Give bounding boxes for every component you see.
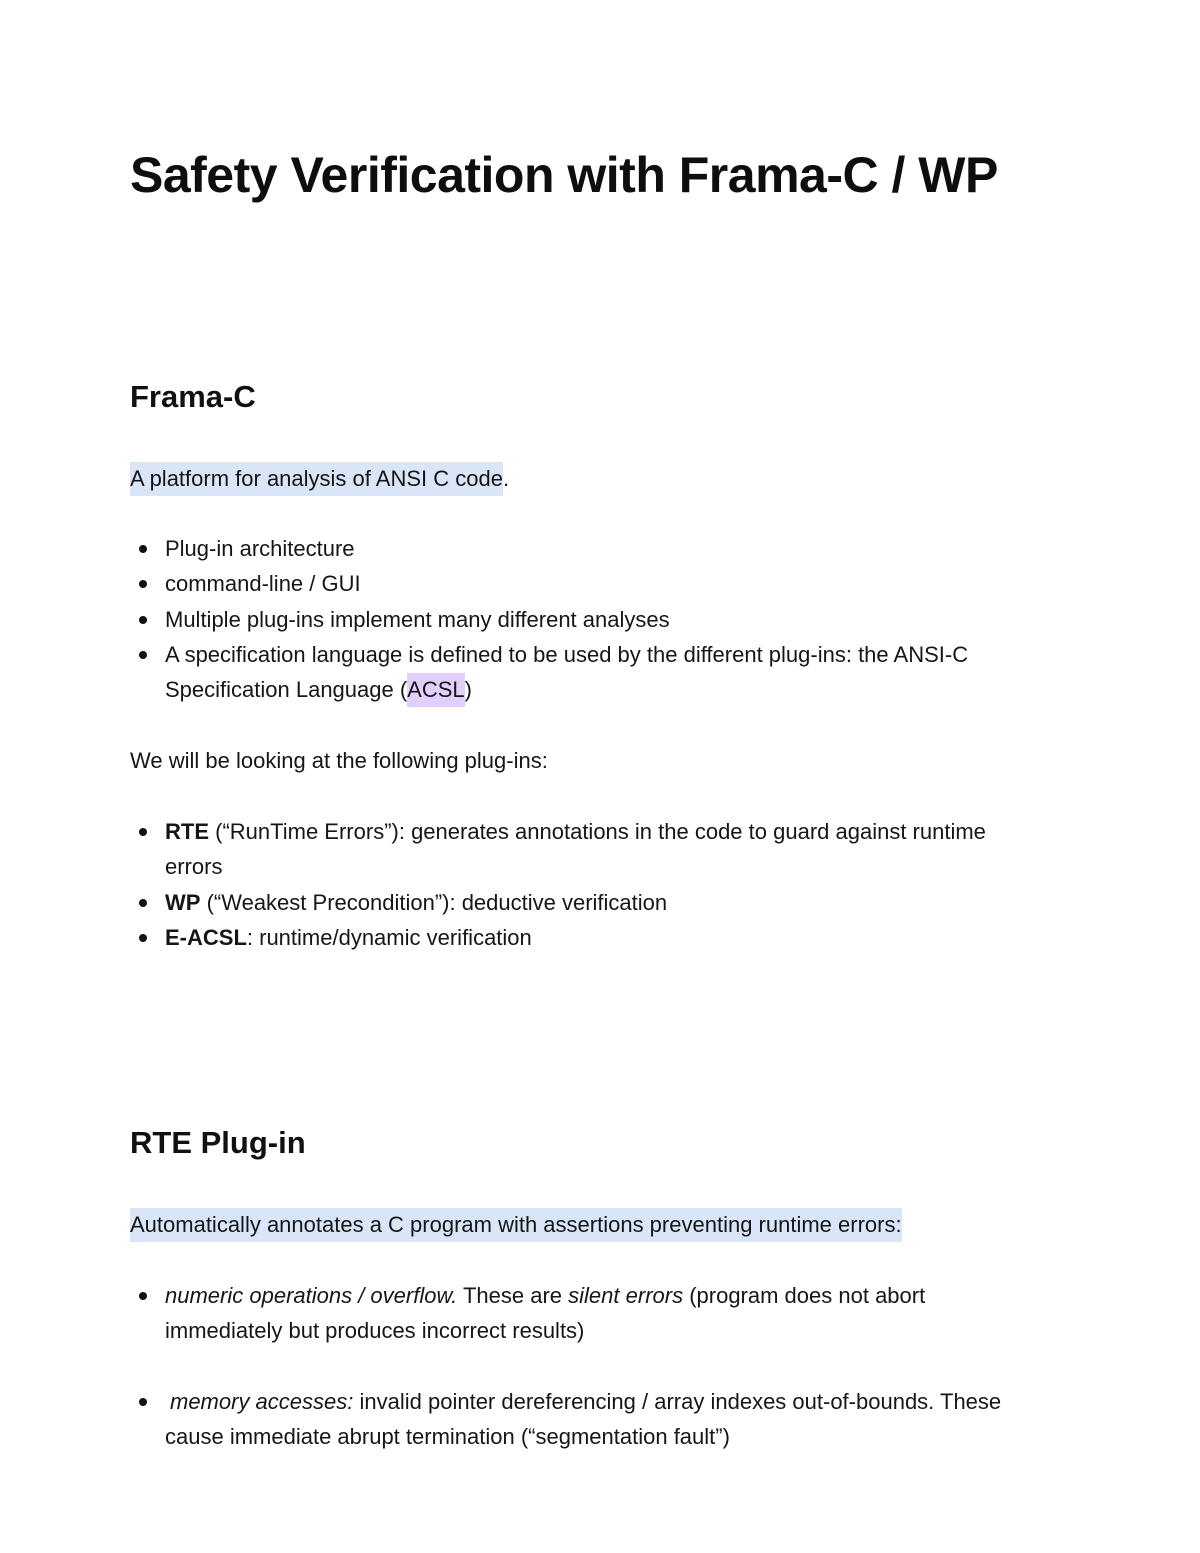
bullet-icon	[139, 580, 147, 588]
bullet-icon	[139, 545, 147, 553]
bullet-icon	[139, 1292, 147, 1300]
highlighted-text: A platform for analysis of ANSI C code	[130, 462, 503, 496]
item-text: These are	[457, 1283, 569, 1308]
plugin-description: : runtime/dynamic verification	[246, 924, 532, 950]
bullet-icon	[139, 651, 147, 659]
plugin-name: WP	[165, 889, 201, 915]
item-text: (program does not abort immediately but produces incorrect results)	[165, 1283, 926, 1344]
rte-intro	[130, 1207, 902, 1242]
plugins-intro: We will be looking at the following plug-ins:	[130, 748, 548, 773]
plugin-list	[130, 814, 1040, 955]
list-item-text: command-line / GUI	[165, 571, 361, 597]
plugin-description: (“Weakest Precondition”): deductive verification	[200, 889, 668, 915]
plugin-description: (“RunTime Errors”): generates annotations in the code to guard against runtime errors	[165, 819, 986, 880]
item-emphasis: silent errors	[568, 1283, 684, 1308]
rte-error-list	[130, 1278, 1040, 1454]
page-title: Safety Verification with Frama-C / WP	[130, 147, 998, 203]
list-item	[130, 602, 1040, 637]
list-item	[130, 566, 1040, 601]
list-item	[130, 1278, 1040, 1349]
plugin-name: E-ACSL	[165, 924, 247, 950]
bullet-icon	[139, 828, 147, 836]
list-item-text: Plug-in architecture	[165, 536, 355, 561]
acsl-highlight: ACSL	[407, 673, 464, 707]
bullet-icon	[139, 1398, 147, 1406]
list-item	[130, 814, 1040, 885]
plugin-name: RTE	[165, 819, 209, 844]
item-lead: numeric operations / overflow.	[165, 1283, 458, 1308]
list-item	[130, 637, 1040, 708]
list-item-text-end: )	[464, 677, 472, 703]
bullet-icon	[139, 934, 147, 942]
list-item-text: Multiple plug-ins implement many different analyses	[165, 606, 670, 632]
bullet-icon	[139, 616, 147, 624]
list-item	[130, 920, 1040, 955]
intro-punctuation: .	[502, 466, 510, 491]
list-item	[130, 1384, 1040, 1455]
section-heading-rte-plugin: RTE Plug-in	[130, 1125, 306, 1160]
list-item-text: A specification language is defined to be used by the different plug-ins: the ANSI-C Specification Language (	[165, 641, 969, 703]
section-heading-frama-c: Frama-C	[130, 379, 256, 414]
list-item	[130, 531, 1040, 566]
frama-c-intro	[130, 461, 509, 496]
highlighted-text: Automatically annotates a C program with assertions preventing runtime errors:	[130, 1208, 902, 1242]
item-lead: memory accesses:	[170, 1388, 354, 1414]
item-text: invalid pointer dereferencing / array indexes out-of-bounds. These cause immediate abrupt termination (“segmentation fault”)	[165, 1388, 1002, 1449]
list-item	[130, 885, 1040, 920]
frama-c-feature-list	[130, 531, 1040, 707]
bullet-icon	[139, 899, 147, 907]
